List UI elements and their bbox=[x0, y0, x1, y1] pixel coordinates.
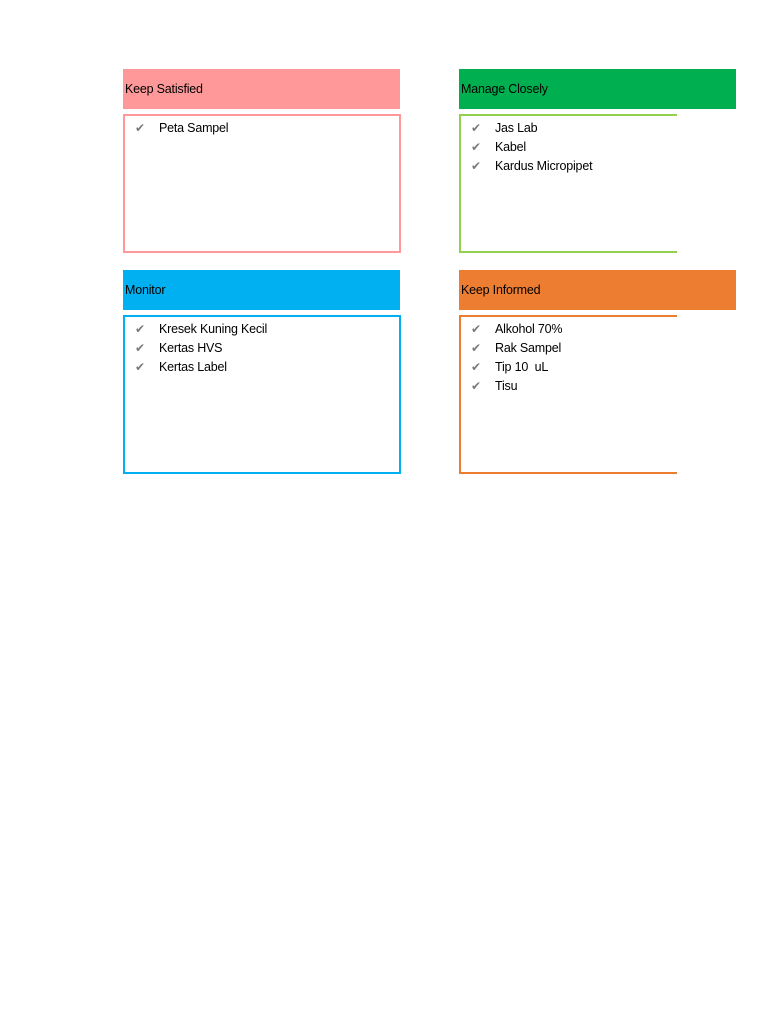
checkmark-icon: ✔ bbox=[471, 120, 481, 135]
quadrant-header bbox=[459, 69, 736, 109]
list-item bbox=[135, 118, 228, 137]
quadrant-keep-satisfied bbox=[123, 69, 401, 254]
quadrant-header bbox=[123, 69, 400, 109]
item-list bbox=[471, 118, 592, 175]
item-list bbox=[135, 319, 267, 376]
checkmark-icon: ✔ bbox=[135, 340, 145, 355]
list-item bbox=[471, 137, 592, 156]
list-item bbox=[471, 376, 562, 395]
checkmark-icon: ✔ bbox=[471, 378, 481, 393]
list-item-label: Kresek Kuning Kecil bbox=[159, 321, 268, 336]
quadrant-box bbox=[123, 315, 401, 474]
item-list bbox=[135, 118, 228, 137]
quadrant-keep-informed bbox=[459, 270, 736, 474]
checkmark-icon: ✔ bbox=[471, 321, 481, 336]
checkmark-icon: ✔ bbox=[135, 120, 145, 135]
quadrant-box bbox=[459, 315, 677, 474]
list-item-label: Kardus Micropipet bbox=[495, 158, 593, 173]
list-item bbox=[471, 319, 562, 338]
list-item bbox=[471, 338, 562, 357]
list-item bbox=[135, 338, 267, 357]
list-item bbox=[135, 357, 267, 376]
list-item-label: Kertas Label bbox=[159, 359, 227, 374]
checkmark-icon: ✔ bbox=[471, 139, 481, 154]
quadrant-header bbox=[123, 270, 400, 310]
list-item-label: Rak Sampel bbox=[495, 340, 562, 355]
list-item-label: Tisu bbox=[495, 378, 518, 393]
checkmark-icon: ✔ bbox=[135, 321, 145, 336]
list-item-label: Jas Lab bbox=[495, 120, 538, 135]
item-list bbox=[471, 319, 562, 395]
list-item-label: Tip 10 uL bbox=[495, 359, 549, 374]
quadrant-manage-closely bbox=[459, 69, 736, 254]
quadrant-header bbox=[459, 270, 736, 310]
quadrant-box bbox=[459, 114, 677, 253]
quadrant-title: Monitor bbox=[125, 283, 166, 297]
quadrant-title: Manage Closely bbox=[461, 82, 548, 96]
checkmark-icon: ✔ bbox=[471, 359, 481, 374]
list-item-label: Kabel bbox=[495, 139, 526, 154]
list-item bbox=[135, 319, 267, 338]
checkmark-icon: ✔ bbox=[471, 340, 481, 355]
quadrant-title: Keep Satisfied bbox=[125, 82, 203, 96]
quadrant-title: Keep Informed bbox=[461, 283, 541, 297]
quadrant-box bbox=[123, 114, 401, 253]
checkmark-icon: ✔ bbox=[135, 359, 145, 374]
list-item-label: Peta Sampel bbox=[159, 120, 229, 135]
list-item bbox=[471, 357, 562, 376]
list-item-label: Kertas HVS bbox=[159, 340, 223, 355]
list-item-label: Alkohol 70% bbox=[495, 321, 563, 336]
checkmark-icon: ✔ bbox=[471, 158, 481, 173]
list-item bbox=[471, 156, 592, 175]
list-item bbox=[471, 118, 592, 137]
quadrant-monitor bbox=[123, 270, 401, 474]
